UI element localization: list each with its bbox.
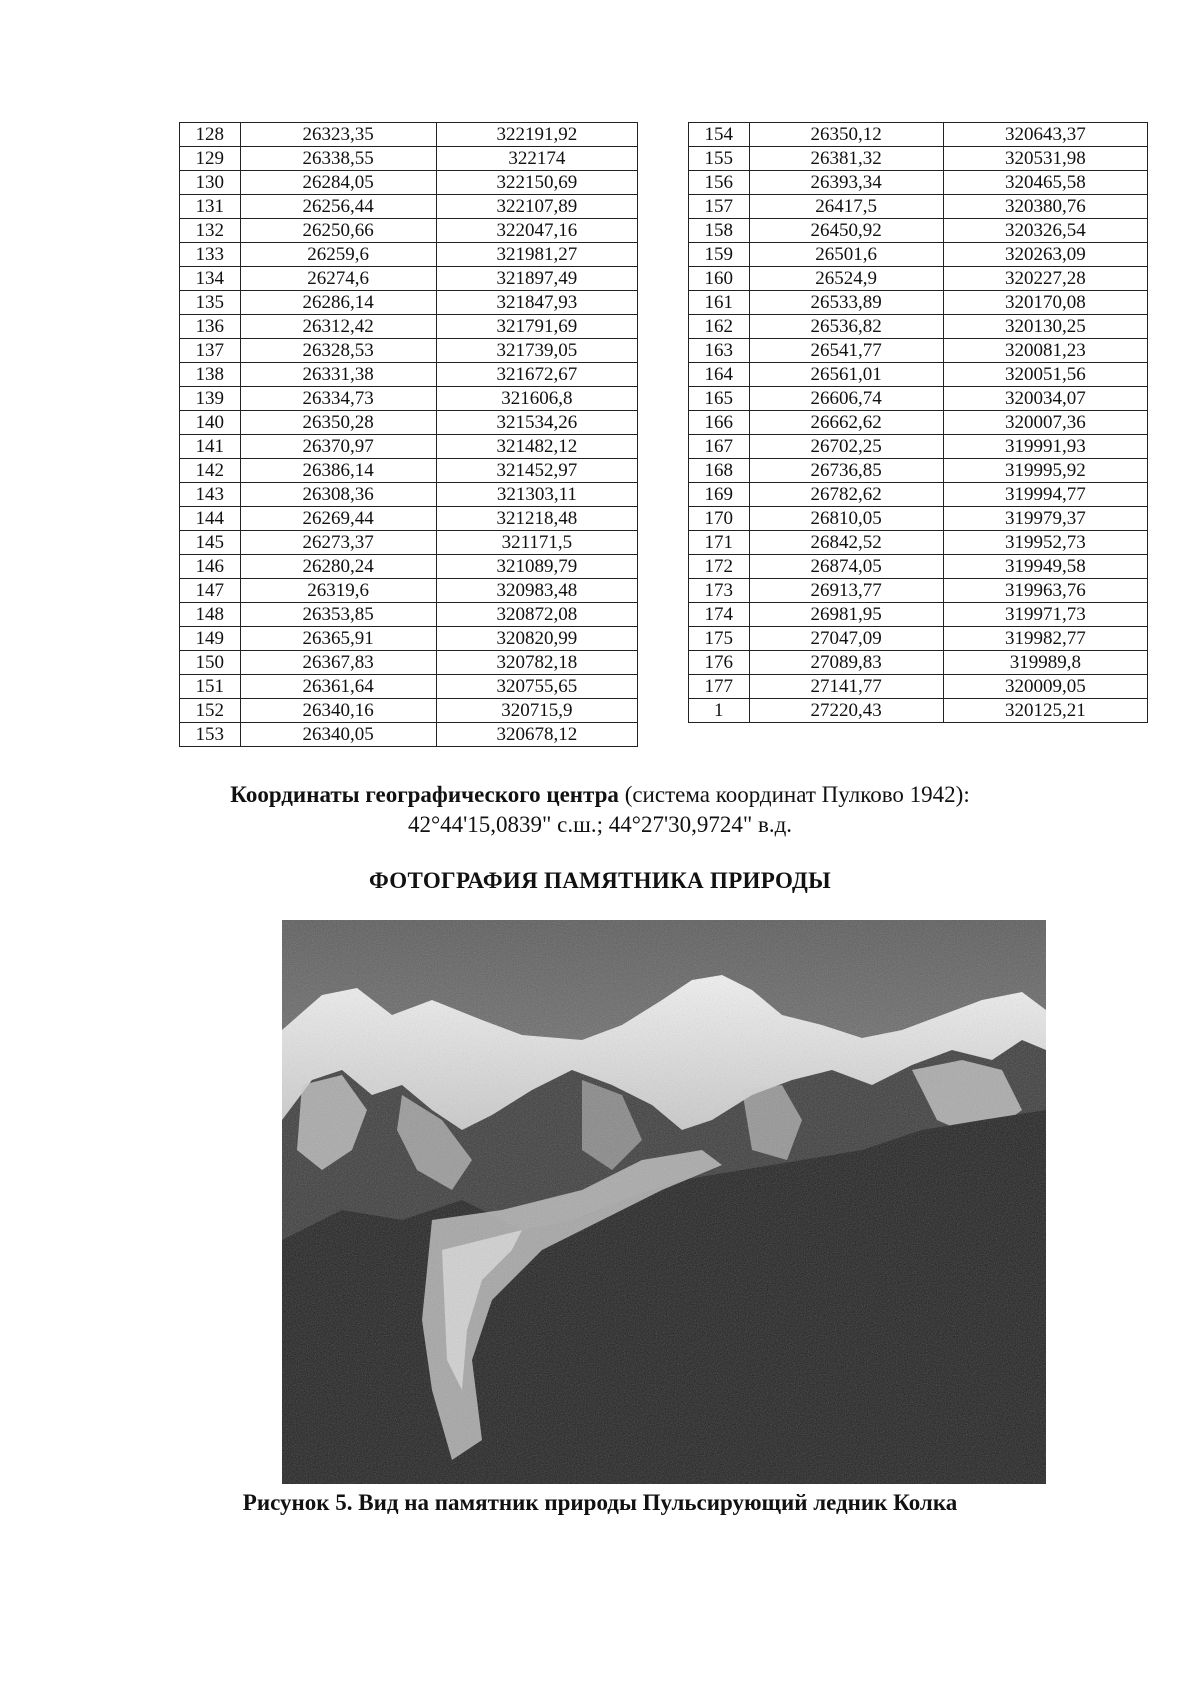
x-coordinate-cell: 26367,83 [240, 651, 436, 675]
right-table-row [689, 291, 1148, 315]
point-number-cell: 144 [180, 507, 241, 531]
point-number-cell: 133 [180, 243, 241, 267]
point-number-cell: 158 [689, 219, 750, 243]
left-table-row [180, 123, 638, 147]
x-coordinate-cell: 26524,9 [749, 267, 943, 291]
point-number-cell: 128 [180, 123, 241, 147]
left-table-row [180, 435, 638, 459]
y-coordinate-cell: 320130,25 [943, 315, 1147, 339]
right-table-row [689, 675, 1148, 699]
y-coordinate-cell: 320983,48 [436, 579, 637, 603]
x-coordinate-cell: 27047,09 [749, 627, 943, 651]
point-number-cell: 146 [180, 555, 241, 579]
point-number-cell: 137 [180, 339, 241, 363]
point-number-cell: 162 [689, 315, 750, 339]
photo-heading: ФОТОГРАФИЯ ПАМЯТНИКА ПРИРОДЫ [368, 868, 832, 893]
point-number-cell: 161 [689, 291, 750, 315]
x-coordinate-cell: 26393,34 [749, 171, 943, 195]
right-table-row [689, 267, 1148, 291]
left-table-row [180, 483, 638, 507]
y-coordinate-cell: 321218,48 [436, 507, 637, 531]
x-coordinate-cell: 26662,62 [749, 411, 943, 435]
y-coordinate-cell: 320263,09 [943, 243, 1147, 267]
right-table-row [689, 195, 1148, 219]
y-coordinate-cell: 321847,93 [436, 291, 637, 315]
x-coordinate-cell: 26353,85 [240, 603, 436, 627]
right-table-row [689, 411, 1148, 435]
point-number-cell: 150 [180, 651, 241, 675]
y-coordinate-cell: 320755,65 [436, 675, 637, 699]
y-coordinate-cell: 319952,73 [943, 531, 1147, 555]
x-coordinate-cell: 26340,16 [240, 699, 436, 723]
x-coordinate-cell: 26273,37 [240, 531, 436, 555]
point-number-cell: 149 [180, 627, 241, 651]
x-coordinate-cell: 26284,05 [240, 171, 436, 195]
glacier-photo [282, 920, 1046, 1484]
y-coordinate-cell: 321739,05 [436, 339, 637, 363]
point-number-cell: 160 [689, 267, 750, 291]
y-coordinate-cell: 320715,9 [436, 699, 637, 723]
right-table-row [689, 315, 1148, 339]
point-number-cell: 165 [689, 387, 750, 411]
x-coordinate-cell: 26286,14 [240, 291, 436, 315]
left-table-row [180, 507, 638, 531]
y-coordinate-cell: 321791,69 [436, 315, 637, 339]
right-table-row [689, 699, 1148, 723]
x-coordinate-cell: 26350,12 [749, 123, 943, 147]
x-coordinate-cell: 26334,73 [240, 387, 436, 411]
x-coordinate-cell: 26250,66 [240, 219, 436, 243]
point-number-cell: 140 [180, 411, 241, 435]
point-number-cell: 153 [180, 723, 241, 747]
y-coordinate-cell: 320170,08 [943, 291, 1147, 315]
y-coordinate-cell: 321452,97 [436, 459, 637, 483]
left-table-row [180, 387, 638, 411]
point-number-cell: 134 [180, 267, 241, 291]
x-coordinate-cell: 26370,97 [240, 435, 436, 459]
point-number-cell: 168 [689, 459, 750, 483]
point-number-cell: 147 [180, 579, 241, 603]
y-coordinate-cell: 322047,16 [436, 219, 637, 243]
point-number-cell: 1 [689, 699, 750, 723]
y-coordinate-cell: 319971,73 [943, 603, 1147, 627]
x-coordinate-cell: 26501,6 [749, 243, 943, 267]
left-table-row [180, 579, 638, 603]
left-table-row [180, 531, 638, 555]
point-number-cell: 176 [689, 651, 750, 675]
right-table-row [689, 627, 1148, 651]
x-coordinate-cell: 26274,6 [240, 267, 436, 291]
figure-caption: Рисунок 5. Вид на памятник природы Пульсирующий ледник Колка [242, 1490, 958, 1515]
x-coordinate-cell: 26702,25 [749, 435, 943, 459]
y-coordinate-cell: 320678,12 [436, 723, 637, 747]
geo-center-system: (система координат Пулково 1942): [618, 782, 970, 807]
point-number-cell: 142 [180, 459, 241, 483]
x-coordinate-cell: 26365,91 [240, 627, 436, 651]
point-number-cell: 170 [689, 507, 750, 531]
x-coordinate-cell: 26536,82 [749, 315, 943, 339]
geo-center-caption [0, 782, 1200, 808]
y-coordinate-cell: 322107,89 [436, 195, 637, 219]
point-number-cell: 151 [180, 675, 241, 699]
x-coordinate-cell: 26417,5 [749, 195, 943, 219]
point-number-cell: 132 [180, 219, 241, 243]
x-coordinate-cell: 26386,14 [240, 459, 436, 483]
x-coordinate-cell: 26606,74 [749, 387, 943, 411]
point-number-cell: 152 [180, 699, 241, 723]
x-coordinate-cell: 26533,89 [749, 291, 943, 315]
left-table-row [180, 723, 638, 747]
y-coordinate-cell: 320531,98 [943, 147, 1147, 171]
y-coordinate-cell: 321897,49 [436, 267, 637, 291]
y-coordinate-cell: 320380,76 [943, 195, 1147, 219]
y-coordinate-cell: 319994,77 [943, 483, 1147, 507]
point-number-cell: 143 [180, 483, 241, 507]
right-table-row [689, 147, 1148, 171]
x-coordinate-cell: 26323,35 [240, 123, 436, 147]
y-coordinate-cell: 321672,67 [436, 363, 637, 387]
right-table-row [689, 507, 1148, 531]
left-table-row [180, 627, 638, 651]
coordinates-table-left [179, 122, 638, 747]
point-number-cell: 136 [180, 315, 241, 339]
y-coordinate-cell: 319963,76 [943, 579, 1147, 603]
point-number-cell: 131 [180, 195, 241, 219]
left-table-row [180, 195, 638, 219]
y-coordinate-cell: 319989,8 [943, 651, 1147, 675]
right-table-row [689, 123, 1148, 147]
x-coordinate-cell: 26280,24 [240, 555, 436, 579]
point-number-cell: 145 [180, 531, 241, 555]
y-coordinate-cell: 320125,21 [943, 699, 1147, 723]
y-coordinate-cell: 322150,69 [436, 171, 637, 195]
y-coordinate-cell: 320465,58 [943, 171, 1147, 195]
x-coordinate-cell: 26842,52 [749, 531, 943, 555]
right-table-row [689, 579, 1148, 603]
left-table-row [180, 315, 638, 339]
left-table-row [180, 675, 638, 699]
x-coordinate-cell: 26259,6 [240, 243, 436, 267]
point-number-cell: 174 [689, 603, 750, 627]
right-table-row [689, 483, 1148, 507]
x-coordinate-cell: 26913,77 [749, 579, 943, 603]
point-number-cell: 135 [180, 291, 241, 315]
y-coordinate-cell: 321303,11 [436, 483, 637, 507]
x-coordinate-cell: 26361,64 [240, 675, 436, 699]
x-coordinate-cell: 26328,53 [240, 339, 436, 363]
y-coordinate-cell: 320326,54 [943, 219, 1147, 243]
y-coordinate-cell: 320009,05 [943, 675, 1147, 699]
x-coordinate-cell: 26450,92 [749, 219, 943, 243]
y-coordinate-cell: 319991,93 [943, 435, 1147, 459]
point-number-cell: 169 [689, 483, 750, 507]
y-coordinate-cell: 319995,92 [943, 459, 1147, 483]
x-coordinate-cell: 26256,44 [240, 195, 436, 219]
left-table-row [180, 147, 638, 171]
x-coordinate-cell: 26350,28 [240, 411, 436, 435]
y-coordinate-cell: 321171,5 [436, 531, 637, 555]
point-number-cell: 163 [689, 339, 750, 363]
y-coordinate-cell: 321482,12 [436, 435, 637, 459]
point-number-cell: 156 [689, 171, 750, 195]
x-coordinate-cell: 27089,83 [749, 651, 943, 675]
point-number-cell: 129 [180, 147, 241, 171]
x-coordinate-cell: 26331,38 [240, 363, 436, 387]
right-table-row [689, 219, 1148, 243]
point-number-cell: 154 [689, 123, 750, 147]
left-table-row [180, 555, 638, 579]
right-table-row [689, 555, 1148, 579]
point-number-cell: 167 [689, 435, 750, 459]
point-number-cell: 148 [180, 603, 241, 627]
point-number-cell: 175 [689, 627, 750, 651]
right-table-row [689, 387, 1148, 411]
right-table-row [689, 435, 1148, 459]
left-table-row [180, 603, 638, 627]
y-coordinate-cell: 319982,77 [943, 627, 1147, 651]
point-number-cell: 171 [689, 531, 750, 555]
y-coordinate-cell: 321606,8 [436, 387, 637, 411]
y-coordinate-cell: 320034,07 [943, 387, 1147, 411]
left-table-row [180, 651, 638, 675]
right-table-row [689, 531, 1148, 555]
x-coordinate-cell: 26381,32 [749, 147, 943, 171]
left-table-row [180, 171, 638, 195]
point-number-cell: 166 [689, 411, 750, 435]
point-number-cell: 157 [689, 195, 750, 219]
y-coordinate-cell: 322191,92 [436, 123, 637, 147]
point-number-cell: 139 [180, 387, 241, 411]
y-coordinate-cell: 320007,36 [943, 411, 1147, 435]
x-coordinate-cell: 26810,05 [749, 507, 943, 531]
right-table-row [689, 243, 1148, 267]
left-table-row [180, 243, 638, 267]
y-coordinate-cell: 320872,08 [436, 603, 637, 627]
right-table-row [689, 603, 1148, 627]
x-coordinate-cell: 26312,42 [240, 315, 436, 339]
y-coordinate-cell: 320820,99 [436, 627, 637, 651]
left-table-row [180, 411, 638, 435]
x-coordinate-cell: 26269,44 [240, 507, 436, 531]
left-table-row [180, 267, 638, 291]
x-coordinate-cell: 27220,43 [749, 699, 943, 723]
geo-center-values: 42°44'15,0839" с.ш.; 44°27'30,9724" в.д. [407, 812, 793, 837]
x-coordinate-cell: 26782,62 [749, 483, 943, 507]
x-coordinate-cell: 26981,95 [749, 603, 943, 627]
right-table-row [689, 171, 1148, 195]
right-table-row [689, 459, 1148, 483]
y-coordinate-cell: 319949,58 [943, 555, 1147, 579]
left-table-row [180, 339, 638, 363]
left-table-row [180, 459, 638, 483]
point-number-cell: 164 [689, 363, 750, 387]
point-number-cell: 159 [689, 243, 750, 267]
y-coordinate-cell: 320782,18 [436, 651, 637, 675]
left-table-row [180, 699, 638, 723]
point-number-cell: 141 [180, 435, 241, 459]
y-coordinate-cell: 321534,26 [436, 411, 637, 435]
left-table-row [180, 363, 638, 387]
point-number-cell: 173 [689, 579, 750, 603]
right-table-row [689, 363, 1148, 387]
x-coordinate-cell: 27141,77 [749, 675, 943, 699]
x-coordinate-cell: 26338,55 [240, 147, 436, 171]
point-number-cell: 177 [689, 675, 750, 699]
point-number-cell: 172 [689, 555, 750, 579]
y-coordinate-cell: 320051,56 [943, 363, 1147, 387]
point-number-cell: 130 [180, 171, 241, 195]
right-table-row [689, 339, 1148, 363]
right-table-row [689, 651, 1148, 675]
y-coordinate-cell: 320081,23 [943, 339, 1147, 363]
y-coordinate-cell: 319979,37 [943, 507, 1147, 531]
x-coordinate-cell: 26736,85 [749, 459, 943, 483]
x-coordinate-cell: 26874,05 [749, 555, 943, 579]
left-table-row [180, 219, 638, 243]
x-coordinate-cell: 26561,01 [749, 363, 943, 387]
x-coordinate-cell: 26340,05 [240, 723, 436, 747]
x-coordinate-cell: 26308,36 [240, 483, 436, 507]
geo-center-label: Координаты географического центра [230, 782, 619, 807]
y-coordinate-cell: 321981,27 [436, 243, 637, 267]
y-coordinate-cell: 321089,79 [436, 555, 637, 579]
y-coordinate-cell: 320643,37 [943, 123, 1147, 147]
x-coordinate-cell: 26541,77 [749, 339, 943, 363]
y-coordinate-cell: 322174 [436, 147, 637, 171]
coordinates-table-right [688, 122, 1148, 723]
x-coordinate-cell: 26319,6 [240, 579, 436, 603]
point-number-cell: 138 [180, 363, 241, 387]
left-table-row [180, 291, 638, 315]
y-coordinate-cell: 320227,28 [943, 267, 1147, 291]
point-number-cell: 155 [689, 147, 750, 171]
